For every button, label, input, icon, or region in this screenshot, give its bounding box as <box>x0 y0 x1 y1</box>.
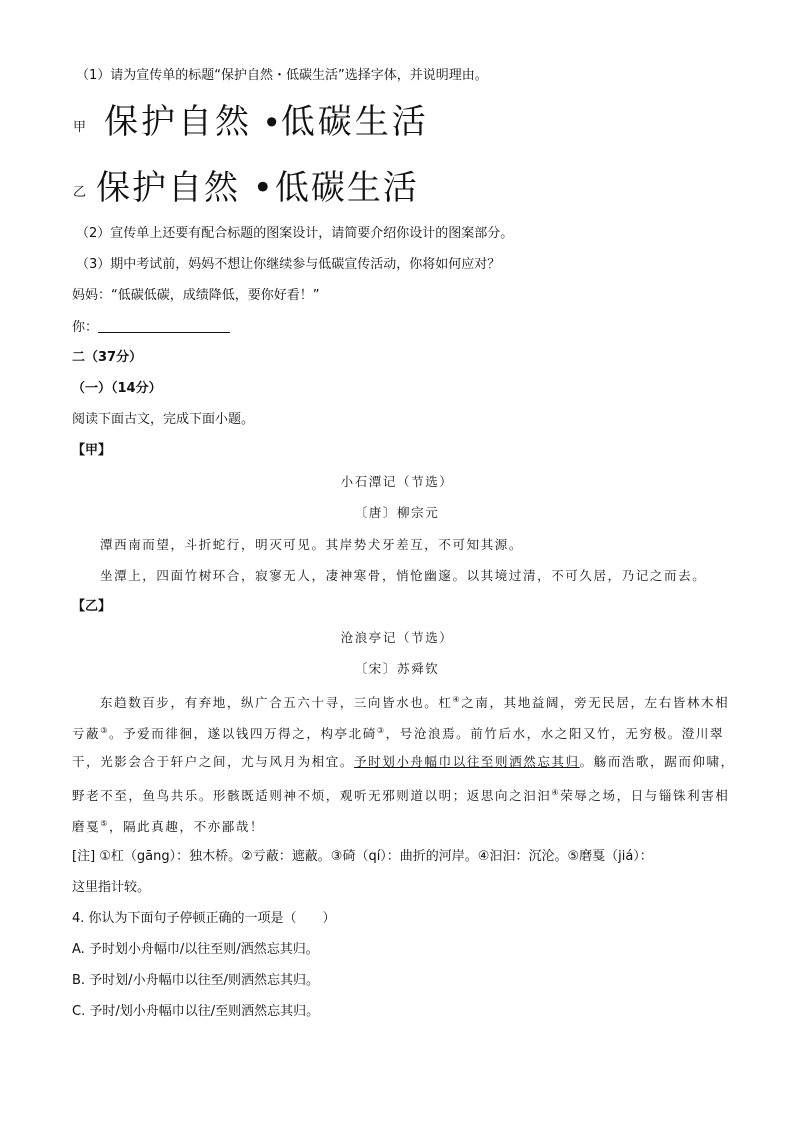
text-a-paragraph-2: 坐潭上，四面竹树环合，寂寥无人，凄神寒骨，悄怆幽邃。以其境过清，不可久居，乃记之而去。 <box>100 568 707 583</box>
text-b-line-1 <box>100 691 729 712</box>
section-2-heading: 二（37分） <box>72 350 143 365</box>
text-b-line-2-part-c: ，号沧浪焉。前竹后水，水之阳又竹，无穷极。澄川翠 <box>385 726 725 741</box>
question-1: （1）请为宣传单的标题“保护自然・低碳生活”选择字体，并说明理由。 <box>76 68 488 83</box>
text-b-line-1-part-b: 之南，其地益阔，旁无民居，左右皆林木相 <box>461 695 730 710</box>
text-a-label: 【甲】 <box>72 443 112 458</box>
reading-instruction: 阅读下面古文，完成下面小题。 <box>72 412 255 427</box>
text-b-author: 〔宋〕苏舜钦 <box>354 661 440 676</box>
question-2: （2）宣传单上还要有配合标题的图案设计，请简要介绍你设计的图案部分。 <box>76 226 514 241</box>
you-label: 你： <box>72 320 99 335</box>
text-b-line-5-part-a: 磨戛 <box>72 819 101 834</box>
text-b-title: 沧浪亭记（节选） <box>340 630 454 645</box>
text-b-line-5-part-b: ，隔此真趣，不亦鄙哉！ <box>108 819 265 834</box>
font-option-b-marker: 乙 <box>73 185 87 200</box>
font-option-a-title: 保护自然 •低碳生活 <box>104 102 429 142</box>
part-1-heading: （一）（14分） <box>72 381 162 396</box>
text-b-line-2-part-a: 亏蔽 <box>72 726 101 741</box>
text-a-paragraph-1: 潭西南而望，斗折蛇行，明灭可见。其岸势犬牙差互，不可知其源。 <box>100 537 524 552</box>
underlined-sentence: 予时划小舟幅巾以往至则洒然忘其归 <box>354 754 580 769</box>
question-3: （3）期中考试前，妈妈不想让你继续参与低碳宣传活动，你将如何应对？ <box>76 257 501 272</box>
text-a-author: 〔唐〕柳宗元 <box>354 505 440 520</box>
text-b-line-3 <box>72 753 735 771</box>
text-b-line-2-part-b: 。予爱而徘徊，遂以钱四万得之，构亭北碕 <box>108 726 377 741</box>
font-option-a-marker: 甲 <box>73 120 87 135</box>
footnote-1-ref: ④ <box>452 695 462 704</box>
text-b-line-4-part-b: 荣辱之场，日与锱铢利害相 <box>560 788 730 803</box>
option-a[interactable]: A. 予时划小舟幅巾/以往至则/洒然忘其归。 <box>72 942 319 957</box>
text-b-line-3-part-a: 干，光影会合于轩户之间，尤与风月为相宜。 <box>72 754 355 769</box>
text-b-line-4 <box>72 784 729 805</box>
text-a-title: 小石潭记（节选） <box>340 474 454 489</box>
footnote-4-ref: ④ <box>551 788 561 797</box>
question-4: 4. 你认为下面句子停顿正确的一项是（ ） <box>72 911 336 926</box>
annotation-line-1: [注] ①杠（gāng）：独木桥。②亏蔽：遮蔽。③碕（qí）：曲折的河岸。④汩汩：沉沦。⑤磨戛（jiá）： <box>72 849 653 864</box>
answer-blank[interactable] <box>98 318 230 333</box>
footnote-2-ref: ③ <box>100 726 109 735</box>
text-b-line-4-part-a: 野老不至，鱼鸟共乐。形骸既适则神不烦，观听无邪则道以明；返思向之汩汩 <box>72 788 552 803</box>
footnote-3-ref: ③ <box>376 726 386 735</box>
mom-dialogue: 妈妈：“低碳低碳，成绩降低，要你好看！” <box>72 288 320 303</box>
font-option-b-title: 保护自然 •低碳生活 <box>96 168 419 208</box>
annotation-line-2: 这里指计较。 <box>72 880 151 895</box>
text-b-line-2 <box>72 722 724 743</box>
text-b-line-3-part-b: 。觞而浩歌，踞而仰啸， <box>579 754 735 769</box>
text-b-label: 【乙】 <box>72 599 112 614</box>
option-c[interactable]: C. 予时/划小舟幅巾以往/至则洒然忘其归。 <box>72 1004 320 1019</box>
footnote-5-ref: ⑤ <box>100 819 109 828</box>
option-b[interactable]: B. 予时划/小舟幅巾以往至/则洒然忘其归。 <box>72 973 319 988</box>
text-b-line-1-part-a: 东趋数百步，有弃地，纵广合五六十寻，三向皆水也。杠 <box>100 695 453 710</box>
text-b-line-5 <box>72 815 264 836</box>
you-dialogue <box>72 318 230 337</box>
